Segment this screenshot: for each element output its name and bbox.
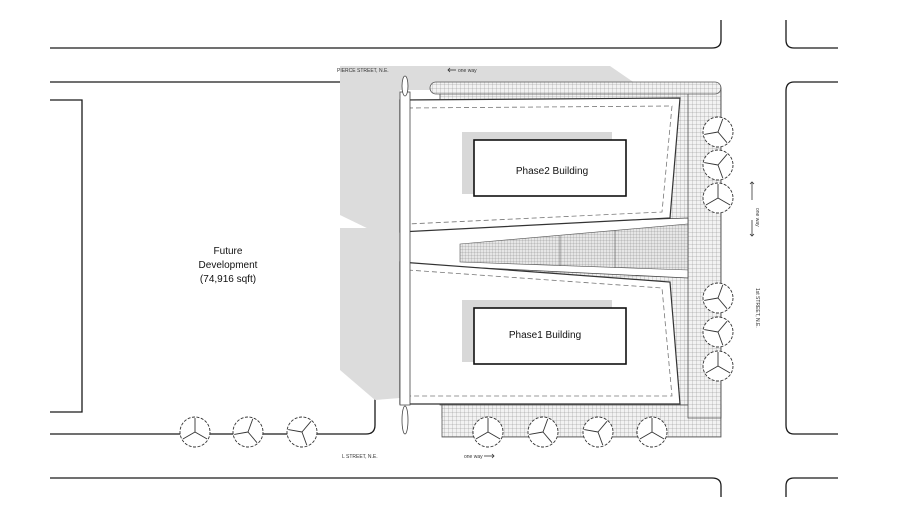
one-way-bottom-arrow [484,454,494,458]
tree-symbol [583,417,613,447]
tree-symbol [703,351,733,381]
one-way-bottom-label: one way [464,454,483,460]
phase2-building [400,98,680,232]
tree-symbol [287,417,317,447]
tree-symbol [703,283,733,313]
tree-symbol [703,317,733,347]
phase2-label: Phase2 Building [515,166,589,177]
tree-symbol [703,117,733,147]
tree-symbol [637,417,667,447]
top-street-label: PIERCE STREET, N.E. [337,68,389,74]
phase1-label: Phase1 Building [508,330,582,341]
tree-symbol [703,183,733,213]
right-street-label: 1st STREET, N.E. [754,288,760,328]
tree-symbol [180,417,210,447]
sidewalk-edges [400,76,410,434]
tree-symbol [528,417,558,447]
tree-symbol [473,417,503,447]
one-way-top-label: one way [458,68,477,74]
one-way-right-label: one way [754,208,760,227]
tree-symbol [233,417,263,447]
one-way-right-arrows [750,182,754,236]
future-label-line1: Future [213,246,243,257]
tree-symbol [703,150,733,180]
bottom-street-label: L STREET, N.E. [342,454,378,460]
future-area-label: (74,916 sqft) [199,274,257,285]
future-label-line2: Development [198,260,258,271]
